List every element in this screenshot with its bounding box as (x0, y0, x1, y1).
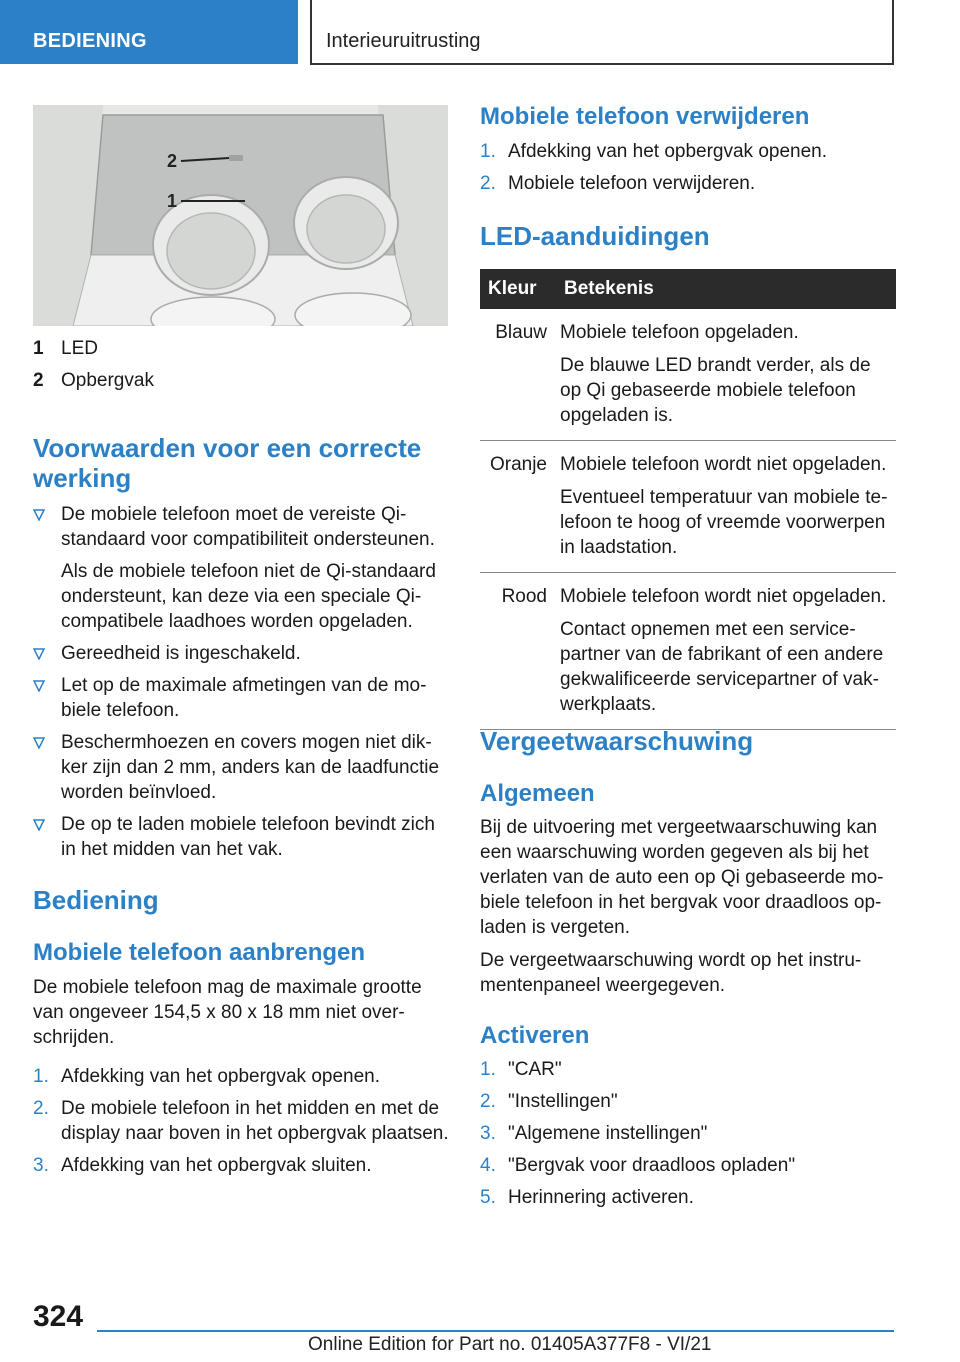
section-tab (0, 0, 298, 64)
legend-label: LED (61, 338, 98, 359)
list-item: De mobiele telefoon moet de vereiste Qi- standaard voor compatibiliteit ondersteunen. Als de mobiele telefoon niet de Qi-standaard ondersteunt, kan deze via een speciale Qi- compatibele laadhoes worden opgeladen. (33, 502, 448, 634)
table-row (480, 441, 896, 573)
list-item: Let op de maximale afmetingen van de mo- biele telefoon. (33, 673, 448, 723)
legend-label: Opbergvak (61, 370, 154, 391)
reminder-heading: Vergeetwaarschuwing (480, 726, 754, 756)
remove-steps (480, 139, 896, 196)
legend-item (33, 338, 448, 370)
step-item: 3. "Algemene instellingen" (480, 1123, 708, 1144)
operation-intro: De mobiele telefoon mag de maximale grootte van ongeveer 154,5 x 80 x 18 mm niet over- schrijden. (33, 977, 422, 1048)
figure-callout-1: 1 (167, 191, 178, 211)
remove-heading: Mobiele telefoon verwijderen (480, 103, 810, 130)
led-meaning: Mobiele telefoon opgeladen. De blauwe LED brandt verder, als de op Qi gebaseerde mobiele telefoon opgeladen is. (556, 309, 896, 441)
operation-subheading: Mobiele telefoon aanbrengen (33, 939, 366, 966)
prereq-heading: Voorwaarden voor een correcte werking (33, 433, 422, 493)
table-row (480, 573, 896, 730)
general-paragraph: Bij de uitvoering met vergeetwaarschuwing kan een waarschuwing worden gegeven als bij het verlaten van de auto een op Qi gebaseerde mo- biele telefoon in het bergvak voor draadloos op- laden is vergeten. (480, 817, 884, 938)
step-item: 1. Afdekking van het opbergvak openen. (33, 1066, 381, 1087)
storage-compartment-illustration (33, 105, 448, 326)
step-item: 2. Mobiele telefoon verwijderen. (480, 173, 756, 194)
operation-heading: Bediening (33, 885, 159, 915)
triangle-bullet-icon (33, 737, 45, 749)
triangle-bullet-icon (33, 648, 45, 660)
legend-number: 2 (33, 370, 44, 391)
triangle-bullet-icon (33, 509, 45, 521)
led-meaning: Mobiele telefoon wordt niet opgeladen. Contact opnemen met een service- partner van de fabrikant of een andere gekwalificeerde servicepartner of vak- werkplaats. (556, 573, 896, 730)
topic-title: Interieuruitrusting (326, 30, 481, 52)
step-item: 3. Afdekking van het opbergvak sluiten. (33, 1155, 372, 1176)
page-number: 324 (33, 1300, 84, 1333)
general-paragraph-2: De vergeetwaarschuwing wordt op het instru- mentenpaneel weergegeven. (480, 950, 862, 996)
section-title: BEDIENING (33, 30, 147, 52)
figure-callout-2: 2 (167, 151, 178, 171)
led-color: Rood (480, 573, 556, 730)
step-item: 4. "Bergvak voor draadloos opladen" (480, 1155, 796, 1176)
edition-note: Online Edition for Part no. 01405A377F8 - VI/21 (308, 1334, 712, 1355)
list-item: Gereedheid is ingeschakeld. (33, 641, 448, 666)
step-item: 1. "CAR" (480, 1059, 562, 1080)
table-row (480, 309, 896, 441)
step-item: 2. De mobiele telefoon in het midden en met de display naar boven in het opbergvak plaatsen. (33, 1098, 449, 1144)
footer-divider (97, 1330, 894, 1332)
triangle-bullet-icon (33, 680, 45, 692)
led-table (480, 269, 896, 730)
legend-number: 1 (33, 338, 44, 359)
prereq-list (33, 502, 448, 869)
column-header-meaning: Betekenis (556, 269, 896, 309)
operation-steps (33, 1064, 453, 1178)
led-color: Blauw (480, 309, 556, 441)
step-item: 5. Herinnering activeren. (480, 1187, 694, 1208)
figure-legend (33, 338, 448, 402)
led-color: Oranje (480, 441, 556, 573)
topic-tab (310, 0, 894, 65)
general-subheading: Algemeen (480, 780, 595, 807)
list-item: De op te laden mobiele telefoon bevindt zich in het midden van het vak. (33, 812, 448, 862)
activate-subheading: Activeren (480, 1022, 590, 1049)
led-heading: LED-aanduidingen (480, 221, 710, 251)
list-item: Beschermhoezen en covers mogen niet dik- ker zijn dan 2 mm, anders kan de laadfunctie worden beïnvloed. (33, 730, 448, 805)
column-header-color: Kleur (480, 269, 556, 309)
step-item: 1. Afdekking van het opbergvak openen. (480, 141, 828, 162)
triangle-bullet-icon (33, 819, 45, 831)
led-meaning: Mobiele telefoon wordt niet opgeladen. Eventueel temperatuur van mobiele te- lefoon te hoog of vreemde voorwerpen in laadstation. (556, 441, 896, 573)
legend-item (33, 370, 448, 402)
step-item: 2. "Instellingen" (480, 1091, 618, 1112)
activate-steps (480, 1057, 896, 1210)
